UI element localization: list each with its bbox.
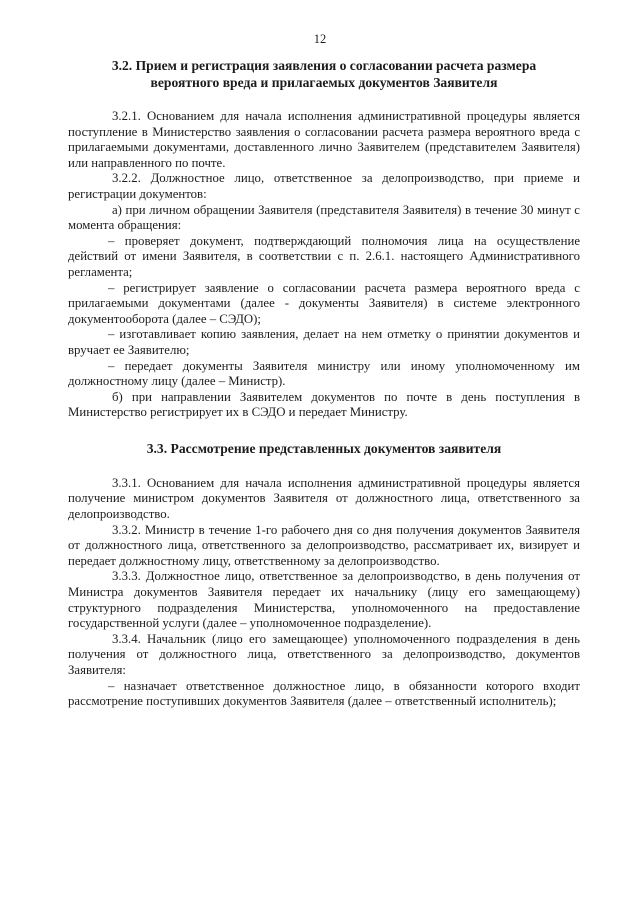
- document-body: [68, 57, 580, 710]
- paragraph-3-3-1: 3.3.1. Основанием для начала исполнения административной процедуры является получение министром документов Заявителя от должностного лица, ответственного за делопроизводство.: [68, 475, 580, 522]
- list-item-make-copy: – изготавливает копию заявления, делает на нем отметку о принятии документов и вручает ее Заявителю;: [68, 327, 580, 357]
- paragraph-3-3-2: 3.3.2. Министр в течение 1-го рабочего дня со дня получения документов Заявителя от должностного лица, ответственного за делопроизводство, рассматривает их, визирует и передает должностному лицу, ответственному за делопроизводство.: [68, 522, 580, 568]
- paragraph-3-2-2-b: б) при направлении Заявителем документов по почте в день поступления в Министерство регистрирует их в СЭДО и передает Министру.: [68, 389, 580, 420]
- paragraph-3-2-1: 3.2.1. Основанием для начала исполнения административной процедуры является поступление в Министерство заявления о согласовании расчета размера вероятного вреда с прилагаемыми документами, доставленного лично Заявителем (представителем Заявителя) или направленного по почте.: [68, 109, 580, 170]
- list-item-transfer-documents: – передает документы Заявителя министру или иному уполномоченному им должностному лицу (далее – Министр).: [68, 358, 580, 389]
- paragraph-3-3-4: 3.3.4. Начальник (лицо его замещающее) уполномоченного подразделения в день получения от должностного лица, ответственного за делопроизводство, документов Заявителя:: [68, 631, 580, 677]
- list-item-register-application: – регистрирует заявление о согласовании расчета размера вероятного вреда с прилагаемыми документами (далее - документы Заявителя) в системе электронного документооборота (далее – СЭДО);: [68, 280, 580, 326]
- paragraph-3-2-2-a: а) при личном обращении Заявителя (представителя Заявителя) в течение 30 минут с момента обращения:: [68, 202, 580, 233]
- paragraph-3-2-2: 3.2.2. Должностное лицо, ответственное за делопроизводство, при приеме и регистрации документов:: [68, 171, 580, 201]
- section-3-2-title-line1: 3.2. Прием и регистрация заявления о согласовании расчета размера: [111, 58, 537, 73]
- section-3-3-title: 3.3. Рассмотрение представленных документов заявителя: [146, 440, 502, 456]
- section-3-2-title: [68, 57, 580, 91]
- list-item-appoint-executor: – назначает ответственное должностное лицо, в обязанности которого входит рассмотрение поступивших документов Заявителя (далее – ответственный исполнитель);: [68, 678, 580, 709]
- section-3-2-title-line2: вероятного вреда и прилагаемых документов Заявителя: [150, 75, 498, 90]
- page-number: 12: [313, 32, 327, 46]
- paragraph-3-3-3: 3.3.3. Должностное лицо, ответственное за делопроизводство, в день получения от Министра документов Заявителя передает их начальнику (лицу его замещающему) структурного подразделения Министерства, уполномоченного на предоставление государственной услуги (далее – уполномоченное подразделение).: [68, 569, 580, 631]
- list-item-check-document: – проверяет документ, подтверждающий полномочия лица на осуществление действий от имени Заявителя, в соответствии с п. 2.6.1. настоящего Административного регламента;: [68, 233, 580, 279]
